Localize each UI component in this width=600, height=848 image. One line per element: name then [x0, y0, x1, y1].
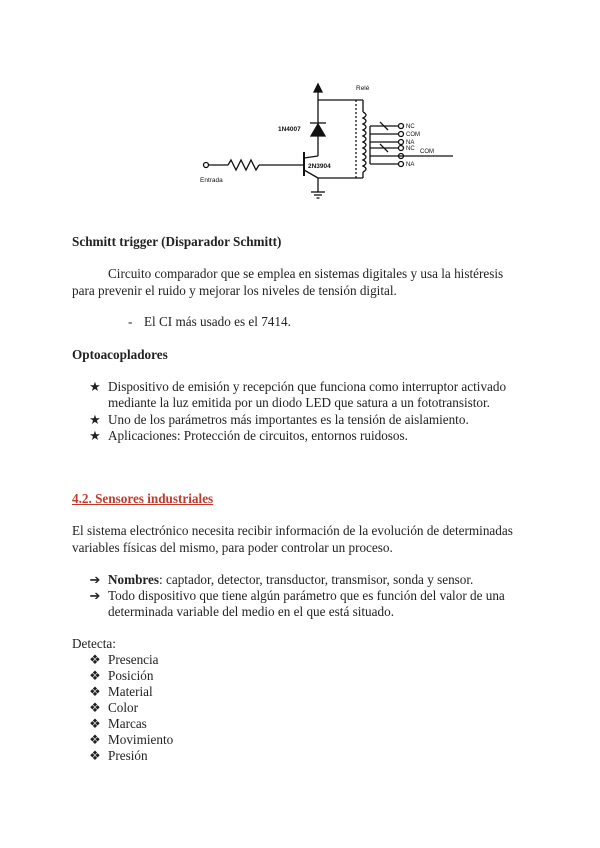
detect-item: Movimiento	[108, 732, 174, 747]
diamond-bullet-icon: ❖	[89, 652, 101, 667]
opto-item-line: Dispositivo de emisión y recepción que funciona como interruptor activado	[108, 379, 507, 394]
detect-item: Color	[108, 700, 139, 715]
dash-item: El CI más usado es el 7414.	[144, 314, 291, 329]
device-item-line: Todo dispositivo que tiene algún parámetro que es función del valor de una	[108, 588, 505, 603]
diamond-bullet-icon: ❖	[89, 716, 101, 731]
names-item	[108, 572, 473, 588]
contact-label: COM	[406, 132, 420, 138]
star-bullet-icon: ★	[89, 379, 101, 394]
opto-item-line: Aplicaciones: Protección de circuitos, entornos ruidosos.	[108, 428, 408, 443]
detect-item: Presión	[108, 748, 148, 763]
star-bullet-icon: ★	[89, 412, 101, 427]
relay-coil	[363, 112, 366, 172]
star-bullet-icon: ★	[89, 428, 101, 443]
diamond-bullet-icon: ❖	[89, 684, 101, 699]
names-values: : captador, detector, transductor, transmisor, sonda y sensor.	[159, 572, 474, 587]
detect-item: Marcas	[108, 716, 147, 731]
opto-heading: Optoacopladores	[72, 347, 168, 362]
opto-item-line: mediante la luz emitida por un diodo LED que satura a un fototransistor.	[108, 395, 490, 410]
transistor-label: 2N3904	[308, 163, 331, 170]
dash-marker: -	[128, 314, 133, 329]
sensors-paragraph-line: variables físicas del mismo, para poder controlar un proceso.	[72, 540, 393, 555]
detect-item: Presencia	[108, 652, 159, 667]
arrow-bullet-icon: ➔	[89, 588, 101, 603]
sensors-section-title: 4.2. Sensores industriales	[72, 491, 214, 506]
relay-label: Relé	[356, 85, 370, 92]
sensors-paragraph-line: El sistema electrónico necesita recibir información de la evolución de determinadas	[72, 523, 513, 538]
diode-label: 1N4007	[278, 126, 301, 133]
diode-symbol	[311, 124, 325, 136]
contact-label: NA	[406, 140, 415, 146]
diamond-bullet-icon: ❖	[89, 700, 101, 715]
contact-label: NA	[406, 162, 415, 168]
detect-item: Material	[108, 684, 153, 699]
com-output-label: COM	[420, 149, 434, 155]
schmitt-paragraph-line: Circuito comparador que se emplea en sistemas digitales y usa la histéresis	[108, 266, 504, 281]
schmitt-heading: Schmitt trigger (Disparador Schmitt)	[72, 234, 282, 249]
supply-arrow	[314, 84, 322, 92]
diamond-bullet-icon: ❖	[89, 748, 101, 763]
relay-circuit-diagram	[198, 78, 458, 203]
contact-label: NC	[406, 124, 415, 130]
input-terminal	[204, 163, 209, 168]
diamond-bullet-icon: ❖	[89, 732, 101, 747]
names-label: Nombres	[108, 572, 160, 587]
device-item-line: determinada variable del medio en el que está situado.	[108, 604, 394, 619]
input-resistor	[228, 160, 259, 170]
arrow-bullet-icon: ➔	[89, 572, 101, 587]
input-label: Entrada	[200, 177, 223, 184]
opto-item-line: Uno de los parámetros más importantes es la tensión de aislamiento.	[108, 412, 469, 427]
contact-label: NC	[406, 146, 415, 152]
detecta-label: Detecta:	[72, 636, 116, 651]
detect-item: Posición	[108, 668, 154, 683]
schmitt-paragraph-line: para prevenir el ruido y mejorar los niveles de tensión digital.	[72, 283, 397, 298]
diamond-bullet-icon: ❖	[89, 668, 101, 683]
